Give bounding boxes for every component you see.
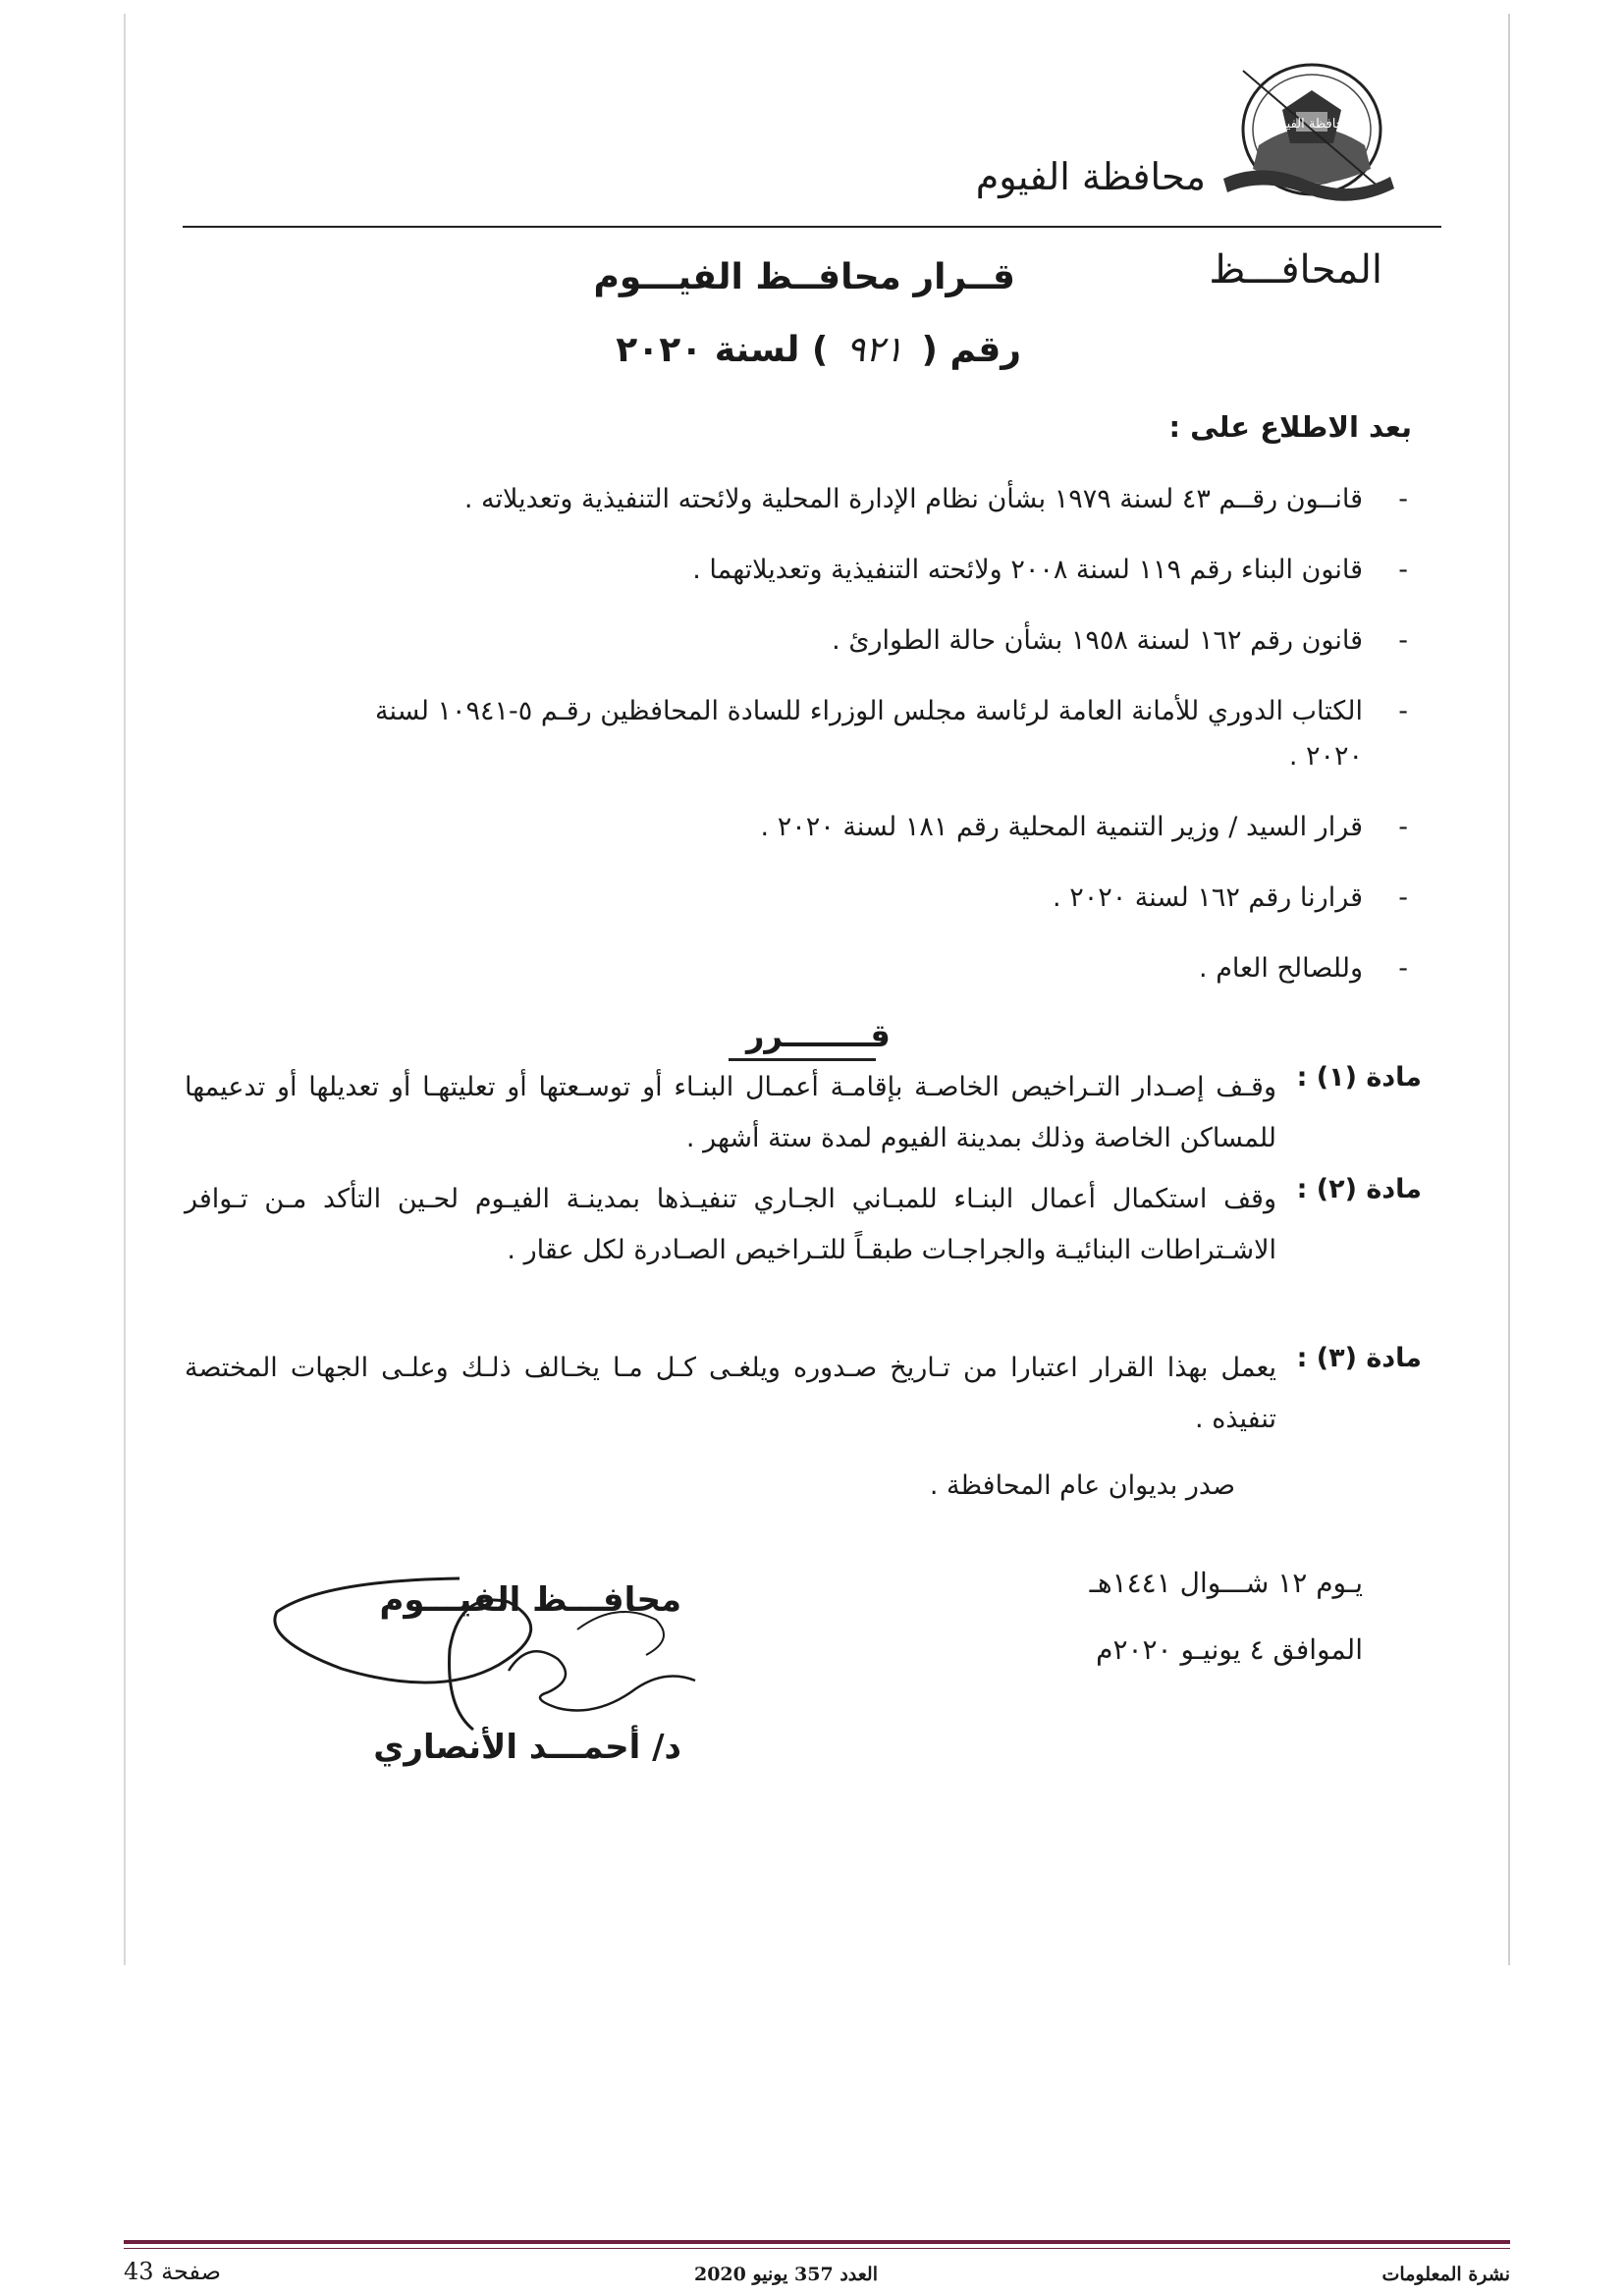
article-label: مادة (١) : — [1296, 1062, 1422, 1093]
decree-number-suffix: ) لسنة ٢٠٢٠ — [616, 330, 829, 370]
footer-page-number: صفحة 43 — [124, 2258, 222, 2285]
issued-at: صدر بديوان عام المحافظة . — [929, 1470, 1235, 1501]
letterhead-post: المحافـــظ — [1209, 247, 1382, 293]
header-rule — [183, 226, 1441, 228]
recital-item: - وللصالح العام . — [322, 946, 1363, 991]
article-label: مادة (٢) : — [1296, 1174, 1422, 1204]
footer-rule-thin — [124, 2248, 1510, 2249]
article-text: وقف استكمال أعمال البنـاء للمبـاني الجـاري تنفيـذها بمدينـة الفيـوم لحـين التأكد مـن تـوافر الاشـتراطات البنائيـة والجراجـات طبقـاً للتـراخيص الصـادرة لكل عقار . — [185, 1184, 1276, 1265]
date-hijri: يـوم ١٢ شـــوال ١٤٤١هـ — [1089, 1567, 1363, 1599]
decree-title: قــرار محافــظ الفيـــوم — [593, 257, 1015, 297]
article-text: يعمل بهذا القرار اعتبارا من تـاريخ صـدوره ويلغـى كـل مـا يخـالف ذلـك وعلـى الجهات المختصة تنفيذه . — [185, 1353, 1276, 1434]
decree-number-prefix: رقم ( — [921, 330, 1021, 370]
article-1 — [185, 1062, 1422, 1164]
signatory-title: محافـــظ الفيـــوم — [379, 1580, 681, 1620]
decree-number-handwritten: ٩٢١ — [845, 330, 903, 370]
footer-rule — [124, 2240, 1510, 2244]
article-label: مادة (٣) : — [1296, 1343, 1422, 1373]
footer-publication: نشرة المعلومات — [1381, 2264, 1510, 2285]
decides-underline — [729, 1058, 876, 1061]
recital-item: - قانون البناء رقم ١١٩ لسنة ٢٠٠٨ ولائحته التنفيذية وتعديلاتهما . — [322, 548, 1363, 593]
governorate-seal — [1223, 51, 1394, 212]
recital-item: - قرارنا رقم ١٦٢ لسنة ٢٠٢٠ . — [322, 876, 1363, 921]
letterhead-office: محافظة الفيوم — [975, 155, 1206, 198]
decides-heading: قــــــــرر — [746, 1017, 891, 1054]
decree-number — [616, 330, 1021, 370]
date-gregorian: الموافق ٤ يونيـو ٢٠٢٠م — [1096, 1633, 1363, 1666]
article-3 — [185, 1343, 1422, 1445]
recitals-list — [322, 477, 1363, 1017]
recital-item: - قانــون رقــم ٤٣ لسنة ١٩٧٩ بشأن نظام الإدارة المحلية ولائحته التنفيذية وتعديلاته . — [322, 477, 1363, 522]
article-text: وقـف إصـدار التـراخيص الخاصـة بإقامـة أعمـال البنـاء أو توسـعتها أو تعليتهـا أو تعديلها أو تدعيمها للمساكن الخاصة وذلك بمدينة الفيوم لمدة ستة أشهر . — [185, 1072, 1276, 1153]
recital-item: - قرار السيد / وزير التنمية المحلية رقم ١٨١ لسنة ٢٠٢٠ . — [322, 805, 1363, 850]
recital-item: - الكتاب الدوري للأمانة العامة لرئاسة مجلس الوزراء للسادة المحافظين رقـم ٥-١٠٩٤١ لسنة ٢٠٢٠ . — [322, 689, 1363, 779]
article-2 — [185, 1174, 1422, 1276]
svg-text:محافظة الفيوم: محافظة الفيوم — [1272, 117, 1352, 132]
recital-item: - قانون رقم ١٦٢ لسنة ١٩٥٨ بشأن حالة الطوارئ . — [322, 618, 1363, 664]
recitals-heading: بعد الاطلاع على : — [1168, 410, 1412, 444]
signatory-name: د/ أحمـــد الأنصاري — [373, 1728, 681, 1767]
footer-issue: العدد 357 يونيو 2020 — [693, 2264, 878, 2285]
